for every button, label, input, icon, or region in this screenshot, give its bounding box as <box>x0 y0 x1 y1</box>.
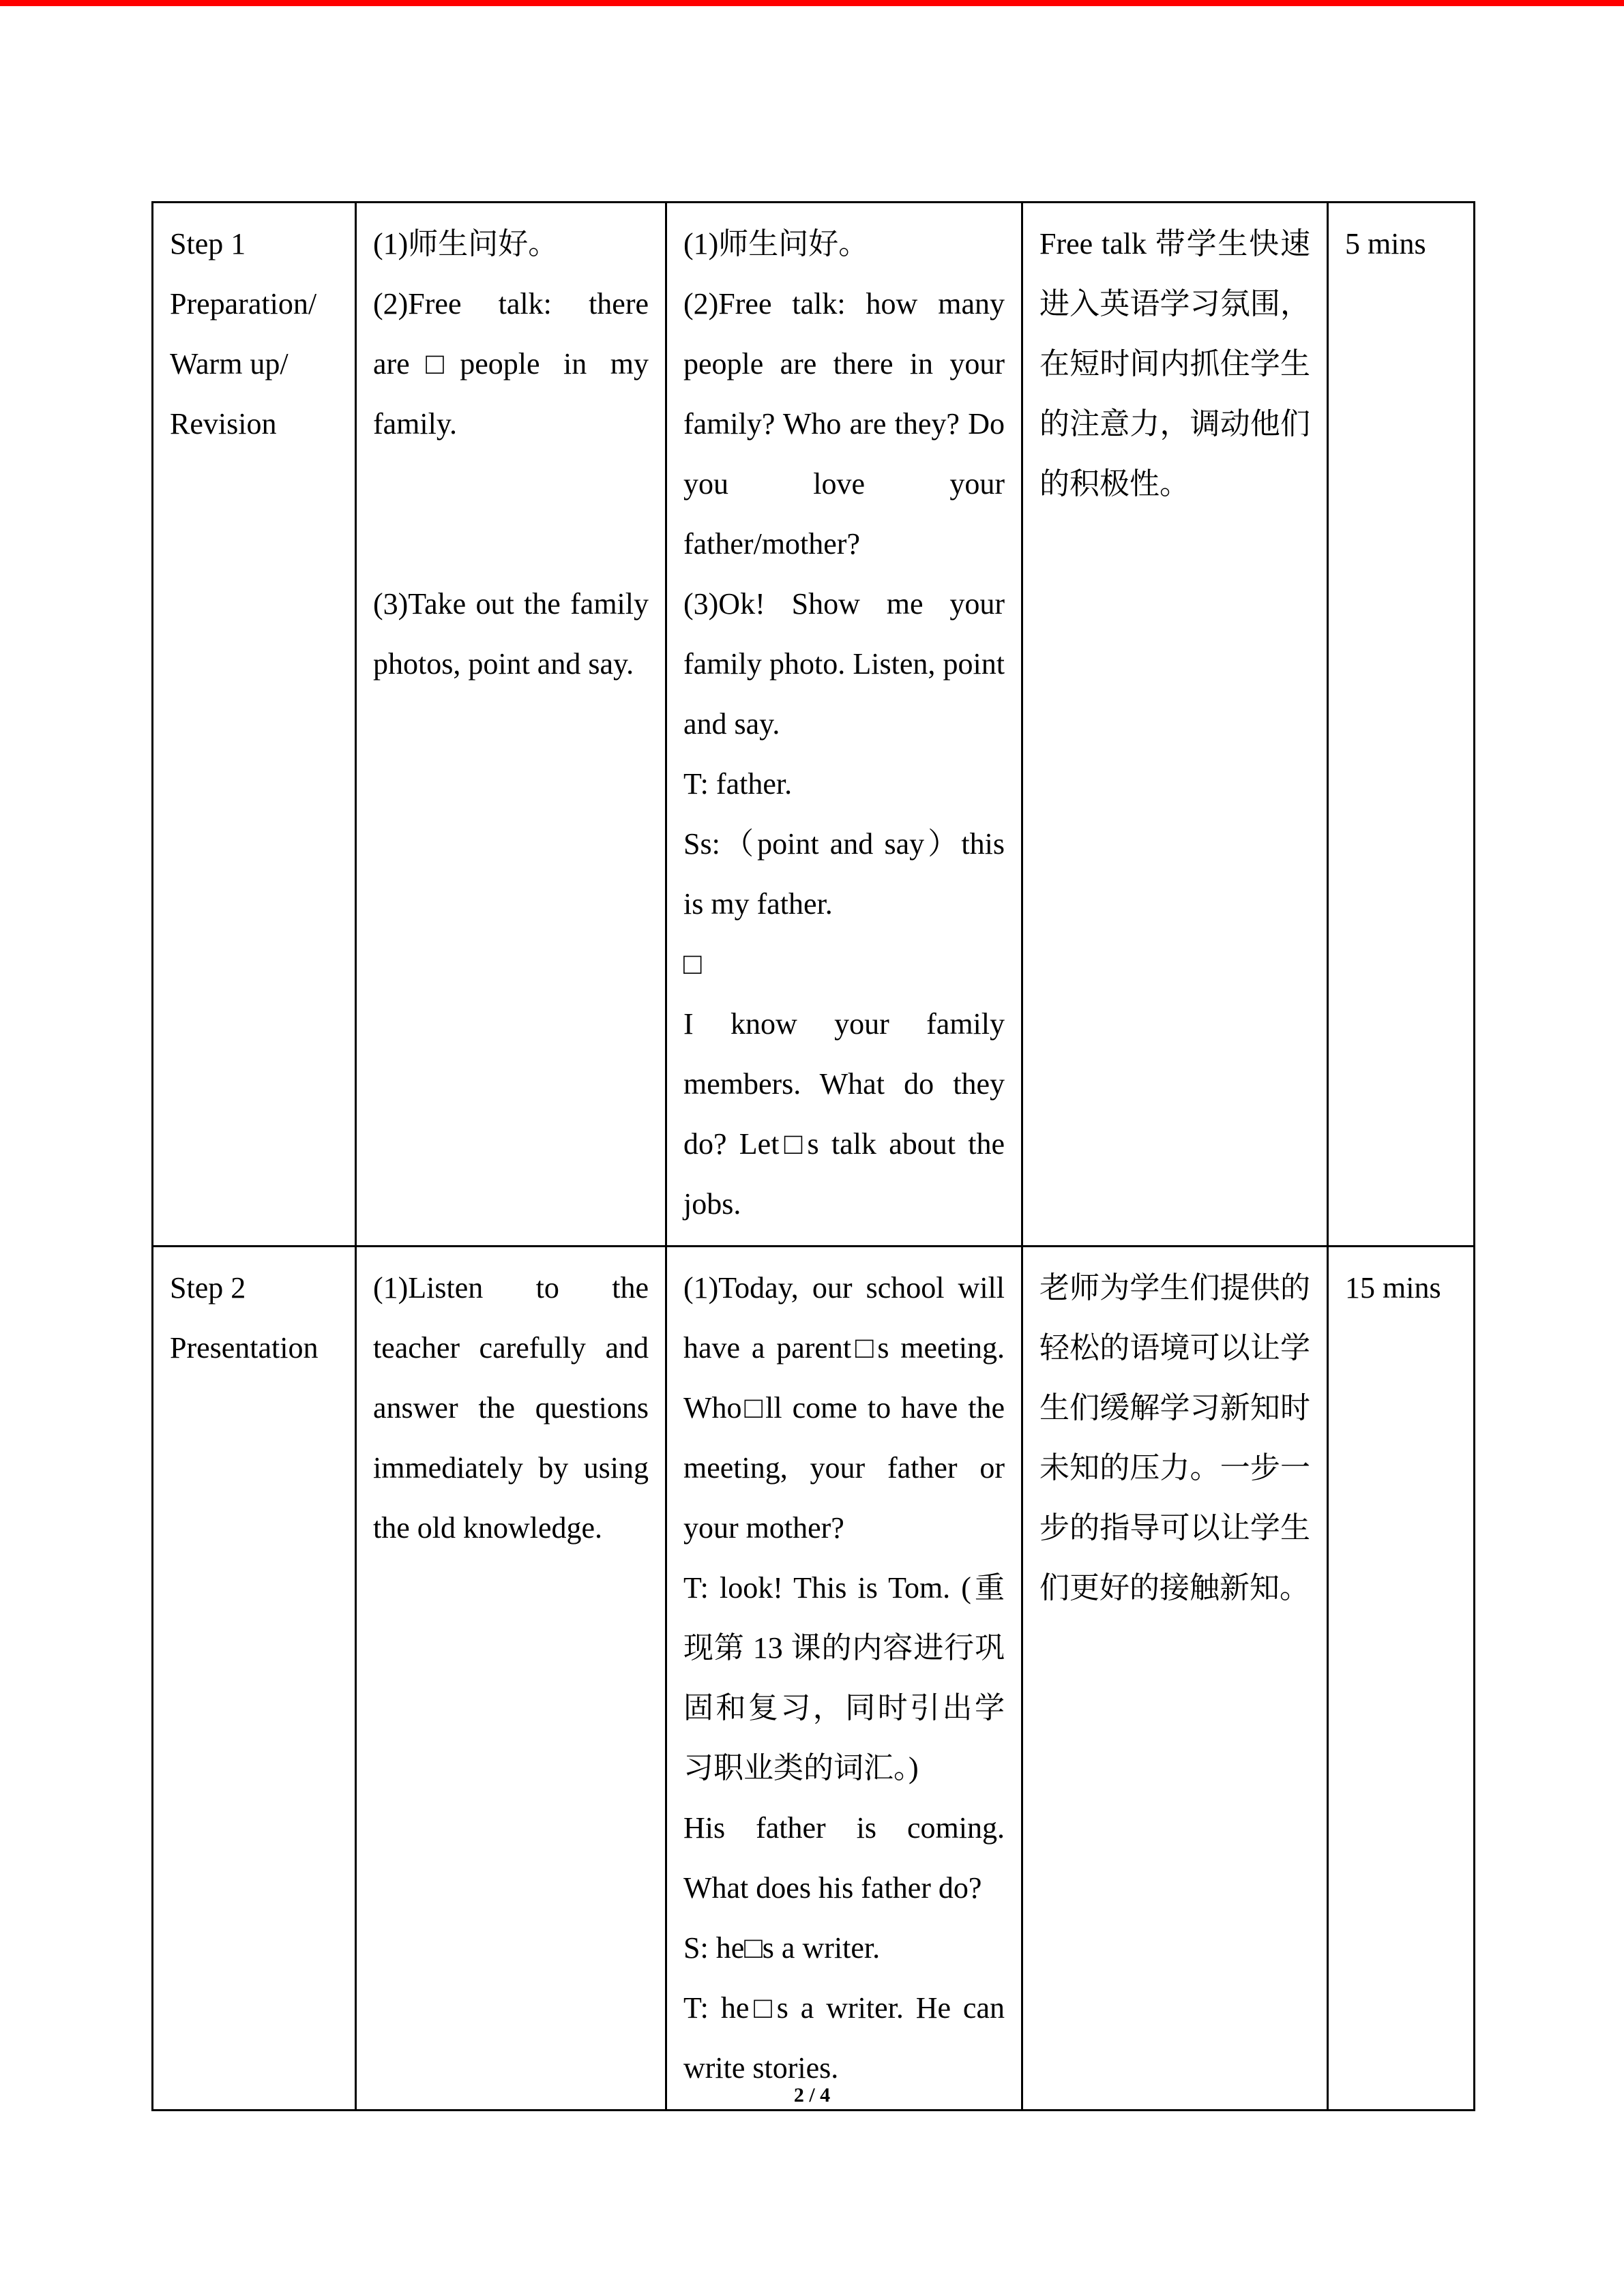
cell-content <box>1039 214 1310 514</box>
paragraph: T: look! This is Tom. (重现第 13 课的内容进行巩固和复习，同时引出学习职业类的词汇。) <box>683 1571 1005 1785</box>
cell-content <box>373 1258 649 1558</box>
cell-content <box>683 1258 1005 2098</box>
time-value: 5 mins <box>1345 227 1426 260</box>
table-row-step1 <box>153 203 1475 1247</box>
paragraph: (3)Take out the family photos, point and say. <box>373 587 649 681</box>
paragraph: (1)师生问好。 <box>373 227 559 260</box>
paragraph <box>373 514 649 574</box>
paragraph: I know your family members. What do they do? Let□s talk about the jobs. <box>683 1007 1005 1221</box>
top-red-rule <box>0 0 1624 6</box>
paragraph: Revision <box>170 407 277 441</box>
paragraph: His father is coming. What does his father do? <box>683 1811 1005 1905</box>
paragraph: (3)Ok! Show me your family photo. Listen, point and say. <box>683 587 1005 741</box>
cell-content <box>683 214 1005 1234</box>
paragraph: (1)Today, our school will have a parent□s meeting. Who□ll come to have the meeting, your father or your mother? <box>683 1271 1005 1545</box>
step2-detail-cell <box>666 1247 1022 2111</box>
page-number: 2 / 4 <box>793 2084 831 2106</box>
step2-rationale-cell <box>1022 1247 1328 2111</box>
step2-time-cell <box>1328 1247 1475 2111</box>
paragraph: T: he□s a writer. He can write stories. <box>683 1991 1005 2085</box>
paragraph: S: he□s a writer. <box>683 1931 881 1965</box>
paragraph: Step 2 <box>170 1271 246 1304</box>
step1-time-cell <box>1328 203 1475 1247</box>
paragraph <box>373 454 649 514</box>
cell-content <box>373 214 649 694</box>
paragraph: □ <box>683 947 702 981</box>
lesson-plan-table <box>151 201 1475 2111</box>
cell-content <box>1039 1258 1310 1618</box>
cell-content <box>170 214 338 454</box>
paragraph: (2)Free talk: there are□people in my family. <box>373 287 649 441</box>
step2-step-cell <box>153 1247 356 2111</box>
time-value: 15 mins <box>1345 1271 1441 1304</box>
table-row-step2 <box>153 1247 1475 2111</box>
paragraph: Presentation <box>170 1331 319 1365</box>
step1-activity-cell <box>356 203 666 1247</box>
paragraph: (1)Listen to the teacher carefully and answer the questions immediately by using the old knowledge. <box>373 1271 649 1545</box>
paragraph: Step 1 <box>170 227 246 260</box>
paragraph: Preparation/ <box>170 287 317 320</box>
step2-activity-cell <box>356 1247 666 2111</box>
cell-content <box>170 1258 338 1378</box>
step1-step-cell <box>153 203 356 1247</box>
paragraph: (2)Free talk: how many people are there in your family? Who are they? Do you love your father/mother? <box>683 287 1005 561</box>
paragraph: (1)师生问好。 <box>683 227 869 260</box>
step1-detail-cell <box>666 203 1022 1247</box>
paragraph: 老师为学生们提供的轻松的语境可以让学生们缓解学习新知时未知的压力。一步一步的指导可以让学生们更好的接触新知。 <box>1039 1271 1310 1605</box>
step1-rationale-cell <box>1022 203 1328 1247</box>
paragraph: Free talk 带学生快速进入英语学习氛围， 在短时间内抓住学生的注意力，调动他们的积极性。 <box>1039 227 1310 501</box>
paragraph: Warm up/ <box>170 347 289 381</box>
paragraph: Ss:（point and say）this is my father. <box>683 827 1005 921</box>
paragraph: T: father. <box>683 767 793 801</box>
